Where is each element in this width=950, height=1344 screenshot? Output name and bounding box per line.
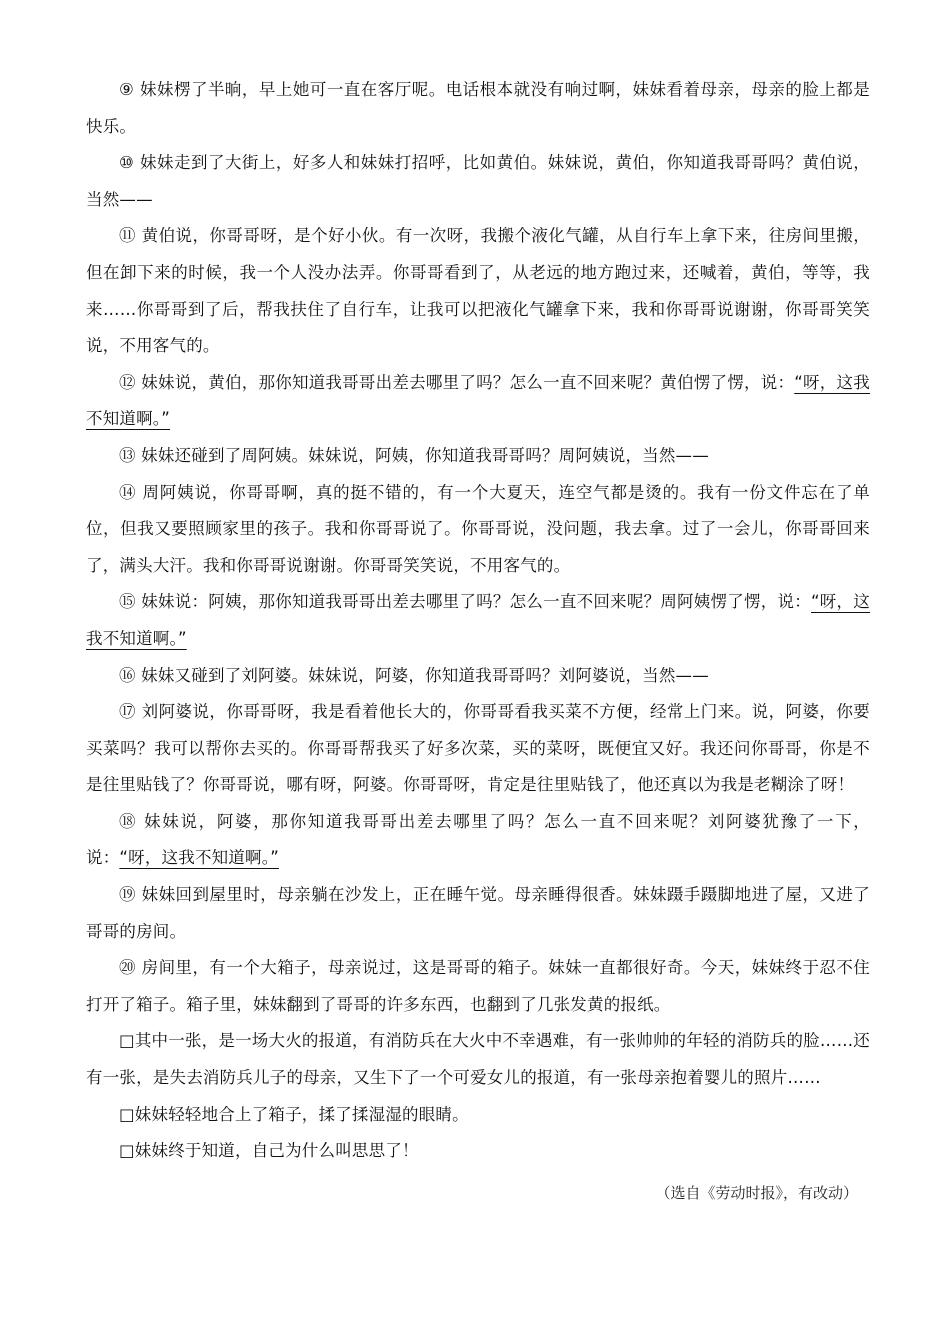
paragraph-10 (86, 145, 870, 218)
paragraph-15 (86, 584, 870, 657)
paragraph-number: ⑨ (119, 80, 135, 99)
underlined-answer: “呀，这我不知道啊。” (86, 372, 870, 429)
paragraph-23 (86, 1133, 870, 1170)
paragraph-number: □ (119, 1141, 135, 1161)
paragraph-text: 妹妹又碰到了刘阿婆。妹妹说，阿婆，你知道我哥哥吗？刘阿婆说，当然—— (141, 665, 709, 685)
paragraph-16 (86, 658, 870, 695)
paragraph-number: ⑭ (119, 482, 137, 502)
paragraph-number: ⑫ (119, 372, 136, 392)
paragraph-14 (86, 475, 870, 585)
paragraph-text: 妹妹终于知道，自己为什么叫思思了！ (134, 1141, 419, 1161)
paragraph-17 (86, 694, 870, 804)
source-citation: （选自《劳动时报》，有改动） (655, 1183, 858, 1202)
paragraph-number: ⑳ (119, 958, 136, 978)
paragraph-number: ⑮ (119, 592, 136, 612)
paragraph-20 (86, 950, 870, 1023)
paragraph-number: ⑰ (119, 702, 136, 722)
paragraph-text: 妹妹楞了半晌，早上她可一直在客厅呢。电话根本就没有响过啊，妹妹看着母亲，母亲的脸上都是快乐。 (86, 80, 870, 136)
paragraph-text: 妹妹回到屋里时，母亲躺在沙发上，正在睡午觉。母亲睡得很香。妹妹蹑手蹑脚地进了屋，又进了哥哥的房间。 (86, 885, 871, 941)
paragraph-number: ⑲ (119, 885, 136, 905)
paragraph-12 (86, 365, 870, 438)
paragraph-19 (86, 877, 870, 950)
paragraph-text: 妹妹走到了大街上，好多人和妹妹打招呼，比如黄伯。妹妹说，黄伯，你知道我哥哥吗？黄伯说，当然—— (86, 153, 870, 209)
paragraph-number: ⑯ (119, 665, 136, 685)
paragraph-9 (86, 72, 870, 145)
underlined-answer: “呀，这我不知道啊。” (86, 592, 870, 648)
document-page (86, 72, 870, 1210)
paragraph-18 (86, 804, 870, 877)
paragraph-text: 妹妹轻轻地合上了箱子，揉了揉湿湿的眼睛。 (134, 1104, 469, 1124)
paragraph-text: 周阿姨说，你哥哥啊，真的挺不错的，有一个大夏天，连空气都是烫的。我有一份文件忘在了单位，但我又要照顾家里的孩子。我和你哥哥说了。你哥哥说，没问题，我去拿。过了一会儿，你哥哥回来了，满头大汗。我和你哥哥说谢谢。你哥哥笑笑说，不用客气的。 (86, 482, 870, 575)
paragraph-11 (86, 218, 870, 364)
paragraph-number: ⑪ (119, 226, 136, 246)
paragraph-text: 妹妹说，阿婆，那你知道我哥哥出差去哪里了吗？怎么一直不回来呢？刘阿婆犹豫了一下，说： (86, 811, 871, 868)
paragraph-13 (86, 438, 870, 475)
paragraph-text: 妹妹说：阿姨，那你知道我哥哥出差去哪里了吗？怎么一直不回来呢？周阿姨愣了愣，说： (141, 592, 812, 612)
paragraph-number: □ (119, 1031, 135, 1051)
paragraph-text: 黄伯说，你哥哥呀，是个好小伙。有一次呀，我搬个液化气罐，从自行车上拿下来，往房间里搬，但在卸下来的时候，我一个人没办法弄。你哥哥看到了，从老远的地方跑过来，还喊着，黄伯，等等，我来……你哥哥到了后，帮我扶住了自行车，让我可以把液化气罐拿下来，我和你哥哥说谢谢，你哥哥笑笑说，不用客气的。 (86, 226, 871, 356)
paragraph-text: 刘阿婆说，你哥哥呀，我是看着他长大的，你哥哥看我买菜不方便，经常上门来。说，阿婆，你要买菜吗？我可以帮你去买的。你哥哥帮我买了好多次菜，买的菜呀，既便宜又好。我还问你哥哥，你是不是往里贴钱了？你哥哥说，哪有呀，阿婆。你哥哥呀，肯定是往里贴钱了，他还真以为我是老糊涂了呀！ (86, 702, 871, 795)
underlined-answer: “呀，这我不知道啊。” (119, 848, 279, 868)
paragraph-number: □ (119, 1104, 135, 1124)
paragraph-number: ⑬ (119, 445, 136, 465)
paragraph-22 (86, 1097, 870, 1134)
paragraph-text: 房间里，有一个大箱子，母亲说过，这是哥哥的箱子。妹妹一直都很好奇。今天，妹妹终于忍不住打开了箱子。箱子里，妹妹翻到了哥哥的许多东西，也翻到了几张发黄的报纸。 (86, 958, 871, 1014)
paragraph-number: ⑱ (119, 811, 138, 831)
paragraph-text: 妹妹说，黄伯，那你知道我哥哥出差去哪里了吗？怎么一直不回来呢？黄伯愣了愣，说： (141, 372, 795, 392)
paragraph-number: ⑩ (119, 153, 135, 173)
paragraph-text: 其中一张，是一场大火的报道，有消防兵在大火中不幸遇难，有一张帅帅的年轻的消防兵的脸……还有一张，是失去消防兵儿子的母亲，又生下了一个可爱女儿的报道，有一张母亲抱着婴儿的照片…… (86, 1031, 870, 1088)
paragraph-21 (86, 1023, 870, 1096)
paragraph-text: 妹妹还碰到了周阿姨。妹妹说，阿姨，你知道我哥哥吗？周阿姨说，当然—— (141, 445, 709, 465)
